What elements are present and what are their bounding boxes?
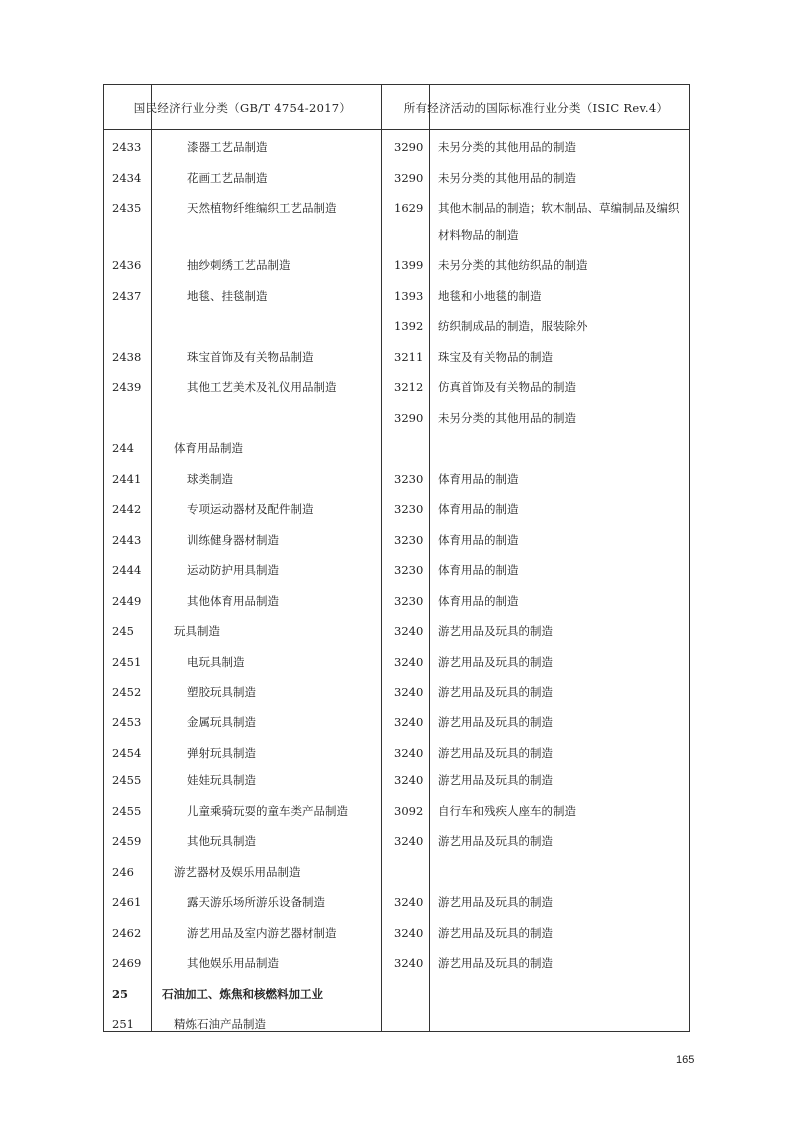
gb-code: 2459 (112, 834, 142, 848)
gb-code: 245 (112, 624, 134, 638)
isic-desc: 未另分类的其他用品的制造 (438, 411, 576, 425)
gb-code: 2453 (112, 715, 142, 729)
gb-code: 2449 (112, 594, 142, 608)
gb-name: 塑胶玩具制造 (187, 685, 256, 699)
table-row (104, 408, 689, 428)
gb-name: 珠宝首饰及有关物品制造 (187, 350, 314, 364)
gb-code: 251 (112, 1017, 134, 1031)
isic-code: 3230 (394, 533, 424, 547)
gb-code: 2455 (112, 773, 142, 787)
table-row (104, 743, 689, 763)
gb-name: 专项运动器材及配件制造 (187, 502, 314, 516)
gb-name: 体育用品制造 (174, 441, 243, 455)
gb-code: 2454 (112, 746, 142, 760)
isic-code: 3290 (394, 171, 424, 185)
isic-desc: 珠宝及有关物品的制造 (438, 350, 553, 364)
table-row (104, 923, 689, 943)
isic-code: 3240 (394, 685, 424, 699)
gb-name: 玩具制造 (174, 624, 220, 638)
gb-name: 训练健身器材制造 (187, 533, 279, 547)
gb-name: 其他工艺美术及礼仪用品制造 (187, 380, 337, 394)
isic-desc: 体育用品的制造 (438, 472, 519, 486)
gb-code: 2443 (112, 533, 142, 547)
table-row (104, 438, 689, 458)
gb-name: 儿童乘骑玩耍的童车类产品制造 (187, 804, 348, 818)
gb-code: 244 (112, 441, 134, 455)
isic-desc: 游艺用品及玩具的制造 (438, 715, 553, 729)
isic-code: 3230 (394, 594, 424, 608)
gb-name: 运动防护用具制造 (187, 563, 279, 577)
gb-code: 2444 (112, 563, 142, 577)
isic-desc: 体育用品的制造 (438, 594, 519, 608)
isic-code: 3240 (394, 834, 424, 848)
gb-name: 其他体育用品制造 (187, 594, 279, 608)
table-row (104, 712, 689, 732)
isic-desc: 游艺用品及玩具的制造 (438, 956, 553, 970)
gb-code: 2462 (112, 926, 142, 940)
table-row (104, 560, 689, 580)
isic-desc: 游艺用品及玩具的制造 (438, 834, 553, 848)
gb-name: 抽纱刺绣工艺品制造 (187, 258, 291, 272)
gb-name: 游艺用品及室内游艺器材制造 (187, 926, 337, 940)
isic-code: 3240 (394, 715, 424, 729)
table-row (104, 377, 689, 397)
gb-code: 2433 (112, 140, 142, 154)
table-row (104, 316, 689, 336)
table-row (104, 469, 689, 489)
table-row (104, 499, 689, 519)
isic-desc: 游艺用品及玩具的制造 (438, 773, 553, 787)
isic-code: 1629 (394, 201, 424, 215)
isic-desc: 体育用品的制造 (438, 502, 519, 516)
isic-desc: 体育用品的制造 (438, 533, 519, 547)
table-row (104, 1014, 689, 1034)
isic-desc: 其他木制品的制造；软木制品、草编制品及编织 (438, 201, 680, 215)
gb-name: 弹射玩具制造 (187, 746, 256, 760)
gb-name: 露天游乐场所游乐设备制造 (187, 895, 325, 909)
isic-code: 3290 (394, 140, 424, 154)
isic-desc: 未另分类的其他用品的制造 (438, 140, 576, 154)
table-row (104, 286, 689, 306)
isic-desc: 游艺用品及玩具的制造 (438, 655, 553, 669)
table-row (104, 984, 689, 1004)
isic-code: 3240 (394, 926, 424, 940)
gb-name: 金属玩具制造 (187, 715, 256, 729)
isic-code: 1392 (394, 319, 424, 333)
table-row (104, 953, 689, 973)
isic-desc: 纺织制成品的制造，服装除外 (438, 319, 588, 333)
isic-desc: 游艺用品及玩具的制造 (438, 685, 553, 699)
isic-code: 3230 (394, 563, 424, 577)
isic-code: 3092 (394, 804, 424, 818)
table-row (104, 770, 689, 790)
isic-code: 3230 (394, 472, 424, 486)
gb-code: 2461 (112, 895, 142, 909)
isic-code: 3240 (394, 956, 424, 970)
isic-desc: 未另分类的其他用品的制造 (438, 171, 576, 185)
isic-code: 3240 (394, 746, 424, 760)
gb-code: 2439 (112, 380, 142, 394)
gb-code: 2437 (112, 289, 142, 303)
isic-code: 1399 (394, 258, 424, 272)
table-row (104, 137, 689, 157)
gb-name: 其他娱乐用品制造 (187, 956, 279, 970)
table-row (104, 682, 689, 702)
isic-desc: 体育用品的制造 (438, 563, 519, 577)
gb-code: 246 (112, 865, 134, 879)
table-row (104, 347, 689, 367)
isic-code: 3230 (394, 502, 424, 516)
isic-desc: 游艺用品及玩具的制造 (438, 895, 553, 909)
classification-table (103, 84, 690, 1032)
gb-code: 2451 (112, 655, 142, 669)
page-number: 165 (676, 1054, 695, 1066)
gb-name: 球类制造 (187, 472, 233, 486)
gb-name: 精炼石油产品制造 (174, 1017, 266, 1031)
gb-name: 漆器工艺品制造 (187, 140, 268, 154)
table-row (104, 621, 689, 641)
isic-desc: 游艺用品及玩具的制造 (438, 746, 553, 760)
table-row (104, 198, 689, 218)
table-row (104, 225, 689, 245)
gb-code: 2435 (112, 201, 142, 215)
gb-code: 2442 (112, 502, 142, 516)
isic-desc: 地毯和小地毯的制造 (438, 289, 542, 303)
isic-code: 3290 (394, 411, 424, 425)
isic-desc: 未另分类的其他纺织品的制造 (438, 258, 588, 272)
gb-name: 娃娃玩具制造 (187, 773, 256, 787)
gb-code: 2434 (112, 171, 142, 185)
isic-code: 1393 (394, 289, 424, 303)
gb-code: 2436 (112, 258, 142, 272)
isic-desc: 游艺用品及玩具的制造 (438, 926, 553, 940)
gb-name: 石油加工、炼焦和核燃料加工业 (162, 987, 323, 1001)
table-row (104, 652, 689, 672)
table-row (104, 591, 689, 611)
isic-code: 3240 (394, 773, 424, 787)
gb-code: 25 (112, 987, 129, 1001)
isic-desc: 材料物品的制造 (438, 228, 519, 242)
gb-name: 花画工艺品制造 (187, 171, 268, 185)
gb-name: 电玩具制造 (187, 655, 245, 669)
gb-code: 2438 (112, 350, 142, 364)
isic-code: 3212 (394, 380, 424, 394)
header-gb-classification: 国民经济行业分类（GB/T 4754-2017） (133, 101, 352, 115)
gb-name: 其他玩具制造 (187, 834, 256, 848)
isic-desc: 仿真首饰及有关物品的制造 (438, 380, 576, 394)
table-row (104, 530, 689, 550)
table-row (104, 862, 689, 882)
table-row (104, 255, 689, 275)
gb-code: 2455 (112, 804, 142, 818)
isic-code: 3240 (394, 895, 424, 909)
table-row (104, 168, 689, 188)
gb-code: 2469 (112, 956, 142, 970)
gb-name: 游艺器材及娱乐用品制造 (174, 865, 301, 879)
isic-desc: 游艺用品及玩具的制造 (438, 624, 553, 638)
header-isic-classification: 所有经济活动的国际标准行业分类（ISIC Rev.4） (403, 101, 669, 115)
isic-desc: 自行车和残疾人座车的制造 (438, 804, 576, 818)
isic-code: 3211 (394, 350, 424, 364)
gb-name: 地毯、挂毯制造 (187, 289, 268, 303)
table-row (104, 892, 689, 912)
isic-code: 3240 (394, 655, 424, 669)
gb-code: 2441 (112, 472, 142, 486)
table-row (104, 801, 689, 821)
gb-code: 2452 (112, 685, 142, 699)
gb-name: 天然植物纤维编织工艺品制造 (187, 201, 337, 215)
table-row (104, 831, 689, 851)
isic-code: 3240 (394, 624, 424, 638)
